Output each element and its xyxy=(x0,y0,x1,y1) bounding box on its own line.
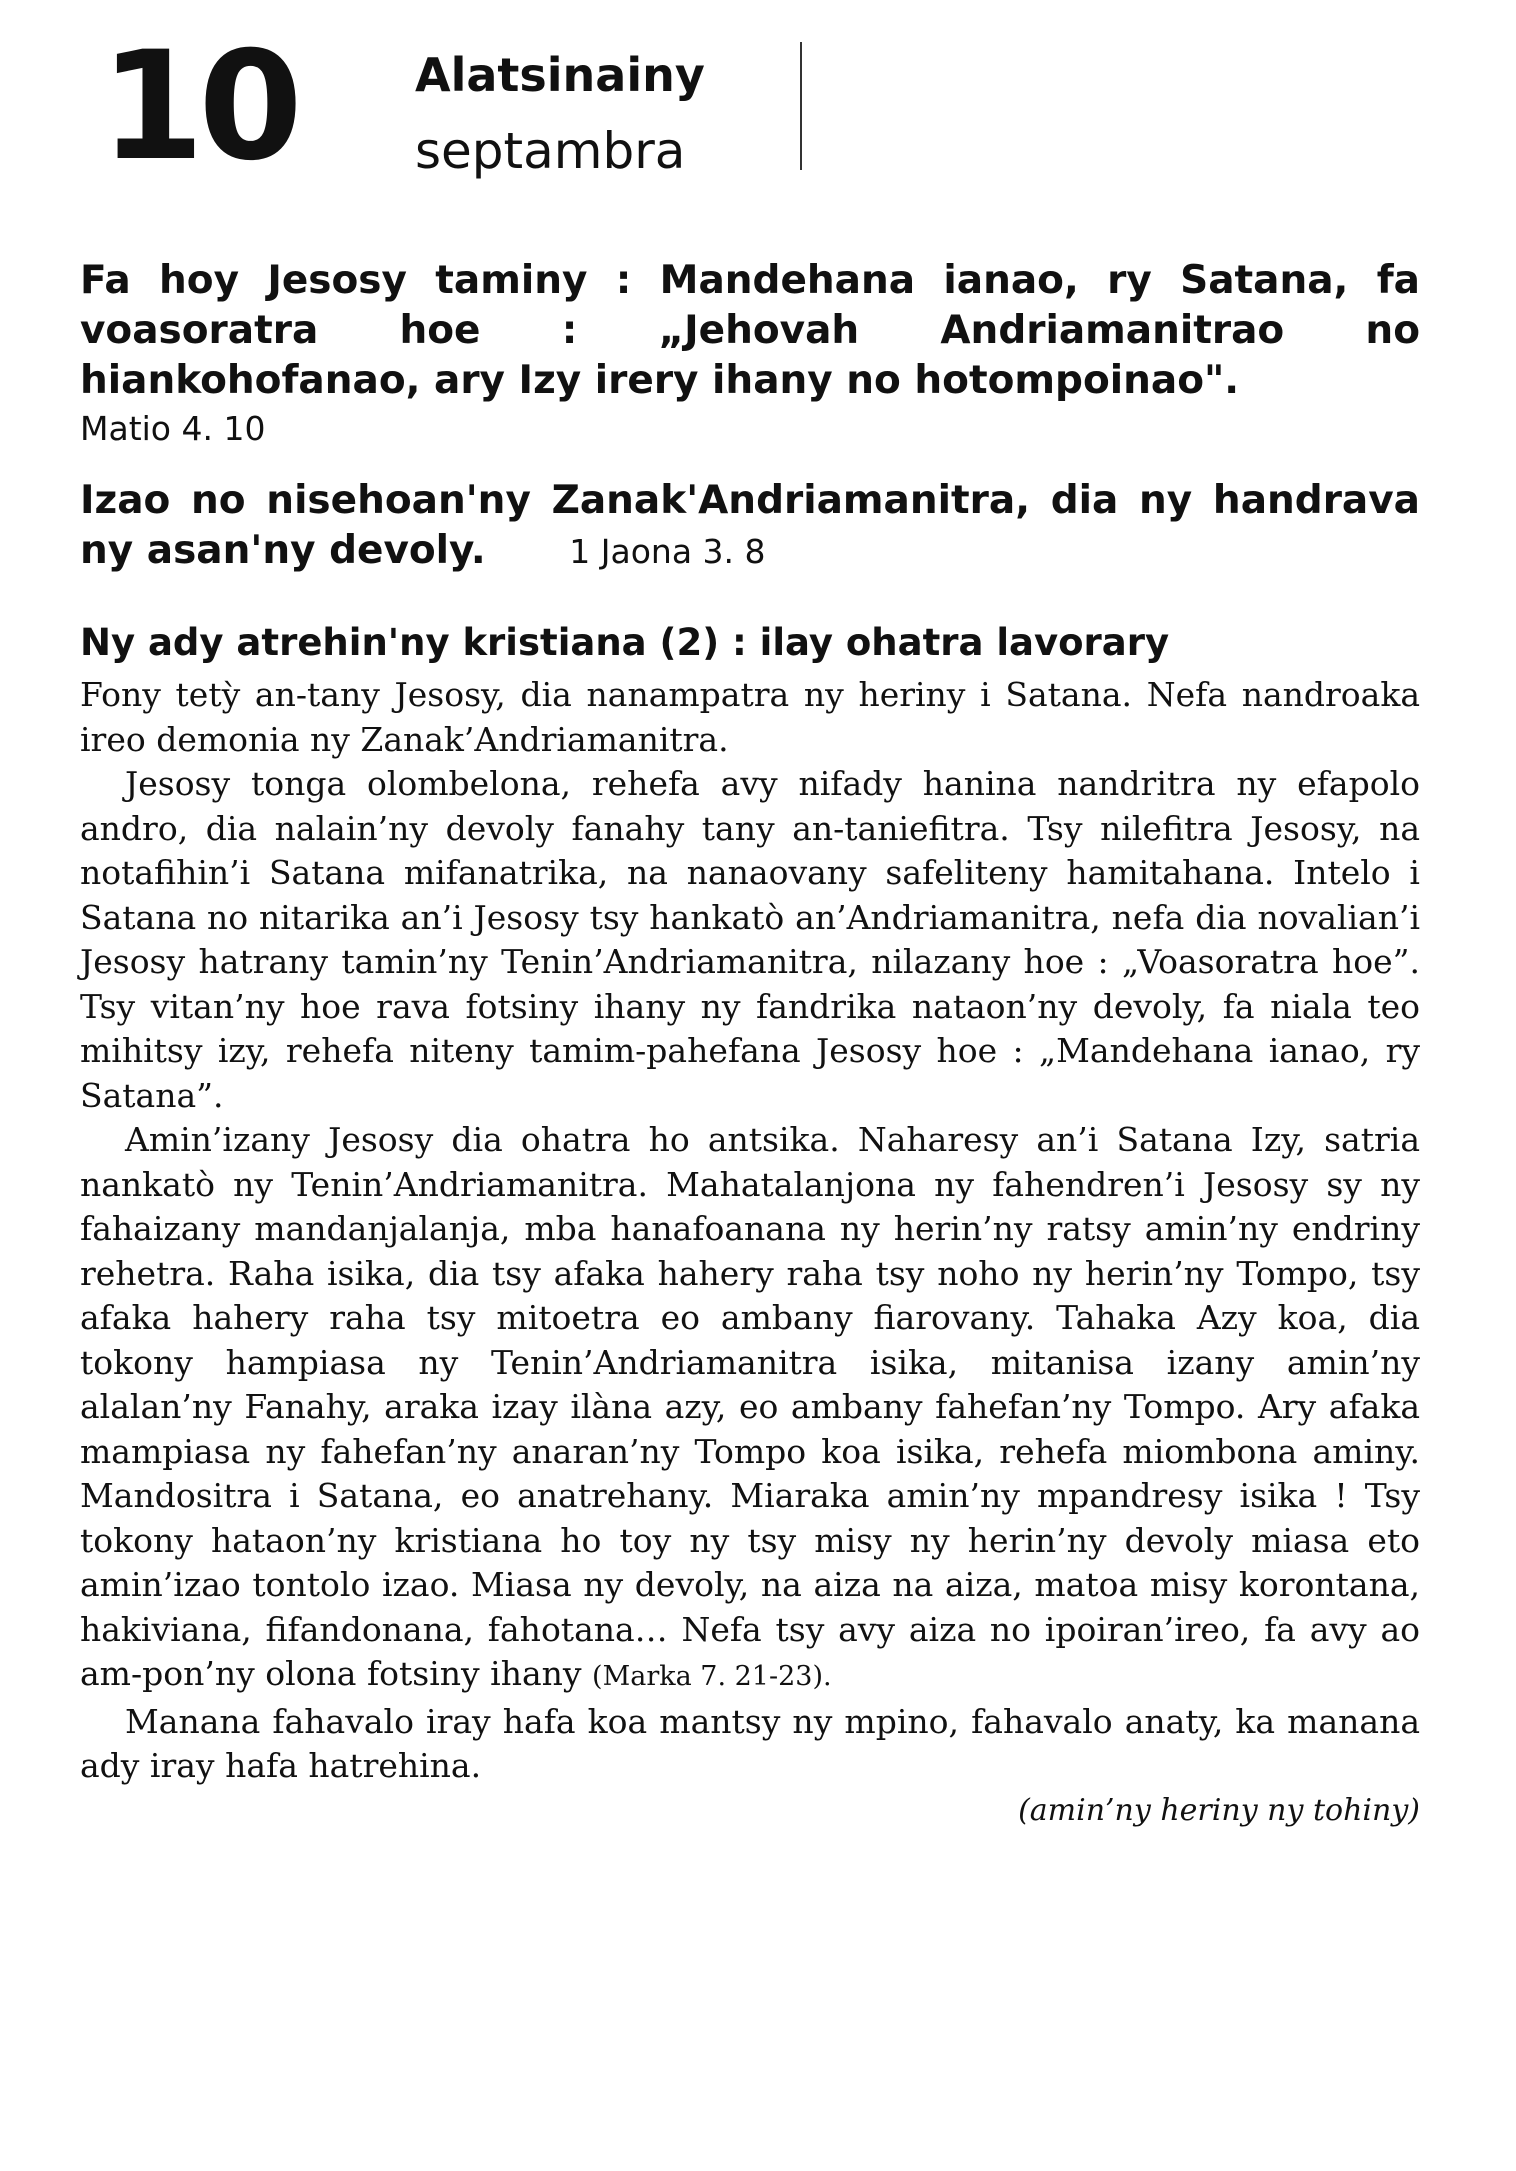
meditation-paragraph xyxy=(80,1118,1420,1700)
devotional-page xyxy=(80,20,1420,1828)
scripture-citation: (Marka 7. 21-23). xyxy=(592,1661,832,1692)
month: septambra xyxy=(415,122,686,180)
meditation-paragraph: Fony tetỳ an-tany Jesosy, dia nanampatra ny heriny i Satana. Nefa nandroaka ireo demonia ny Zanak’Andriamanitra. xyxy=(80,675,1420,759)
verse-one-text: Fa hoy Jesosy taminy : Mandehana ianao, ry Satana, fa voasoratra hoe : „Jehovah Andriamanitrao no hiankohofanao, ary Izy irery ihany no hotompoinao". xyxy=(80,258,1420,403)
continuation-note: (amin’ny heriny ny tohiny) xyxy=(1018,1792,1420,1828)
verse-one-reference: Matio 4. 10 xyxy=(80,409,266,448)
day-number: 10 xyxy=(100,20,297,194)
meditation-title: Ny ady atrehin'ny kristiana (2) : ilay ohatra lavorary xyxy=(80,621,1170,664)
meditation-paragraph: Manana fahavalo iray hafa koa mantsy ny mpino, fahavalo anaty, ka manana ady iray hafa hatrehina. xyxy=(80,1701,1420,1785)
meditation-paragraph-text: Amin’izany Jesosy dia ohatra ho antsika. Naharesy an’i Satana Izy, satria nankatò ny Tenin’Andriamanitra. Mahatalanjona ny fahendren’i Jesosy sy ny fahaizany mandanjalanja, mba hanafoanana ny herin’ny ratsy amin’ny endriny rehetra. Raha isika, dia tsy afaka hahery raha tsy noho ny herin’ny Tompo, tsy afaka hahery raha tsy mitoetra eo ambany fiarovany. Tahaka Azy koa, dia tokony hampiasa ny Tenin’Andriamanitra isika, mitanisa izany amin’ny alalan’ny Fanahy, araka izay ilàna azy, eo ambany fahefan’ny Tompo. Ary afaka mampiasa ny fahefan’ny anaran’ny Tompo koa isika, rehefa miombona aminy. Mandositra i Satana, eo anatrehany. Miaraka amin’ny mpandresy isika ! Tsy tokony hataon’ny kristiana ho toy ny tsy misy ny herin’ny devoly miasa eto amin’izao tontolo izao. Miasa ny devoly, na aiza na aiza, matoa misy korontana, hakiviana, fifandonana, fahotana… Nefa tsy avy aiza no ipoiran’ireo, fa avy ao am-pon’ny olona fotsiny ihany xyxy=(80,1120,1420,1693)
meditation-paragraph: Jesosy tonga olombelona, rehefa avy nifady hanina nandritra ny efapolo andro, dia nalain’ny devoly fanahy tany an-taniefitra. Tsy nilefitra Jesosy, na notafihin’i Satana mifanatrika, na nanaovany safeliteny hamitahana. Intelo i Satana no nitarika an’i Jesosy tsy hankatò an’Andriamanitra, nefa dia novalian’i Jesosy hatrany tamin’ny Tenin’Andriamanitra, nilazany hoe : „Voasoratra hoe”. Tsy vitan’ny hoe rava fotsiny ihany ny fandrika nataon’ny devoly, fa niala teo mihitsy izy, rehefa niteny tamim-pahefana Jesosy hoe : „Mandehana ianao, ry Satana”. xyxy=(80,764,1420,1115)
header-divider xyxy=(800,42,802,170)
weekday: Alatsinainy xyxy=(415,48,705,102)
verse-one xyxy=(80,256,1420,452)
verse-two-reference: 1 Jaona 3. 8 xyxy=(569,532,766,571)
verse-two xyxy=(80,476,1420,577)
date-header xyxy=(80,20,1420,200)
meditation-body xyxy=(80,673,1420,1789)
verse-two-text: Izao no nisehoan'ny Zanak'Andriamanitra, dia ny handrava ny asan'ny devoly. xyxy=(80,478,1420,573)
